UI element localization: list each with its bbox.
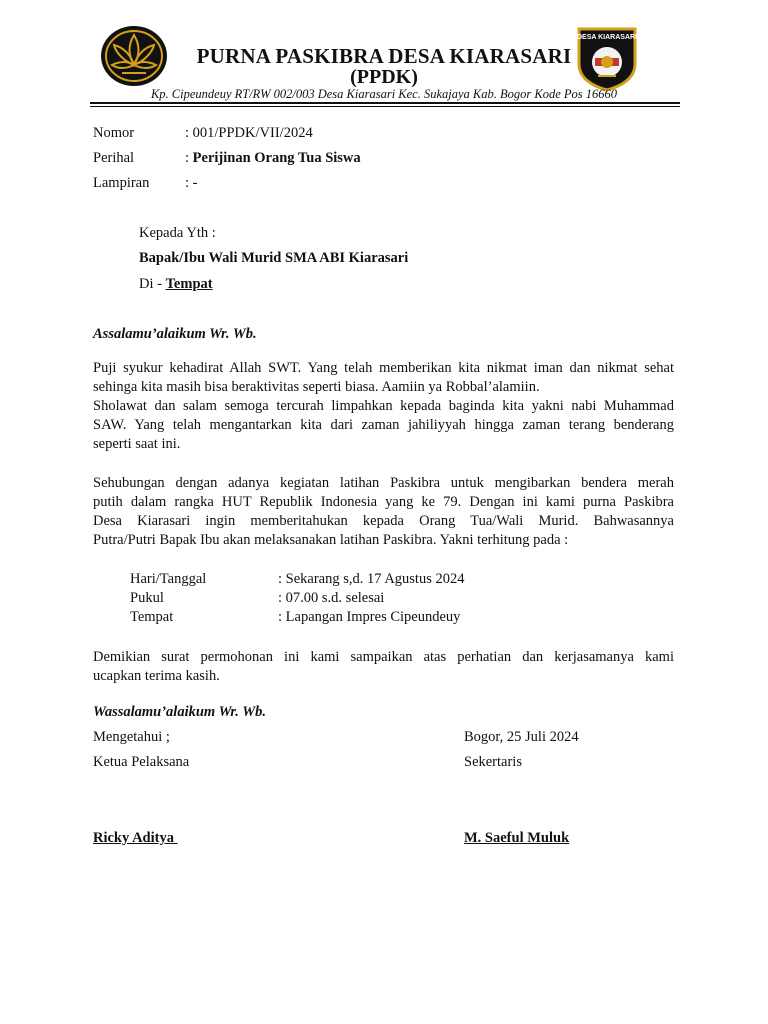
signature-left-name: Ricky Aditya [93,830,178,846]
paragraph-line: Sholawat dan salam semoga tercurah limpahkan kepada baginda kita yakni nabi Muhammad [93,398,674,414]
detail-value-place: : Lapangan Impres Cipeundeuy [278,609,461,625]
organization-abbreviation: (PPDK) [350,66,418,88]
recipient-place-word: Tempat [165,276,213,292]
meta-label-perihal: Perihal [93,150,135,166]
recipient-place [139,275,213,294]
paragraph-line: ucapkan terima kasih. [93,668,220,684]
detail-label-date: Hari/Tanggal [130,571,207,587]
paragraph-line: seperti saat ini. [93,436,181,452]
emblem-text: DESA KIARASARI [576,34,638,41]
signature-left-role: Ketua Pelaksana [93,754,190,770]
paragraph-line: Puji syukur kehadirat Allah SWT. Yang telah memberikan kita nikmat iman dan nikmat sehat [93,360,674,376]
meta-perihal-subject: Perijinan Orang Tua Siswa [192,150,361,166]
organization-name: PURNA PASKIBRA DESA KIARASARI [196,44,572,68]
closing-greeting: Wassalamu’alaikum Wr. Wb. [93,704,266,720]
paragraph-line: putih dalam rangka HUT Republik Indonesia yang ke 79. Dengan ini kami purna Paskibra [93,494,674,510]
paragraph-line: sehinga kita masih bisa beraktivitas seperti biasa. Aamiin ya Robbal’alamiin. [93,379,540,395]
paragraph-line: Putra/Putri Bapak Ibu akan melaksanakan latihan Paskibra. Yakni terhitung pada : [93,532,569,548]
greeting: Assalamu’alaikum Wr. Wb. [93,326,257,342]
meta-value-nomor: : 001/PPDK/VII/2024 [185,125,313,141]
signature-left-intro: Mengetahui ; [93,729,170,745]
paragraph-closing [93,648,674,686]
paragraph-line: Desa Kiarasari ingin memberitahukan kepada Orang Tua/Wali Murid. Bahwasannya [93,513,674,529]
meta-label-nomor: Nomor [93,125,135,141]
organization-address: Kp. Cipeundeuy RT/RW 002/003 Desa Kiarasari Kec. Sukajaya Kab. Bogor Kode Pos 16660 [150,87,618,101]
detail-label-place: Tempat [130,609,174,625]
header-divider-thick [90,102,680,104]
recipient-place-prefix: Di - [139,276,166,292]
signature-right-name: M. Saeful Muluk [464,830,570,846]
paragraph-line: Sehubungan dengan adanya kegiatan latihan Paskibra untuk mengibarkan bendera merah [93,475,674,491]
detail-value-date: : Sekarang s,d. 17 Agustus 2024 [278,571,465,587]
meta-perihal-colon: : [185,150,193,166]
paragraph-line: SAW. Yang telah mengantarkan kita dari zaman jahiliyyah hingga zaman terang benderang [93,417,674,433]
meta-value-perihal [185,149,361,168]
signature-right-place-date: Bogor, 25 Juli 2024 [464,729,579,745]
detail-label-time: Pukul [130,590,164,606]
recipient-name: Bapak/Ibu Wali Murid SMA ABI Kiarasari [139,250,409,266]
paragraph-announcement [93,474,674,550]
recipient-line-kepada: Kepada Yth : [139,225,216,241]
signature-right-role: Sekertaris [464,754,522,770]
paragraph-line: Demikian surat permohonan ini kami sampaikan atas perhatian dan kerjasamanya kami [93,649,674,665]
header-divider-thin [90,106,680,107]
paragraph-opening [93,359,674,454]
detail-value-time: : 07.00 s.d. selesai [278,590,385,606]
meta-value-lampiran: : - [185,175,198,191]
meta-label-lampiran: Lampiran [93,175,150,191]
